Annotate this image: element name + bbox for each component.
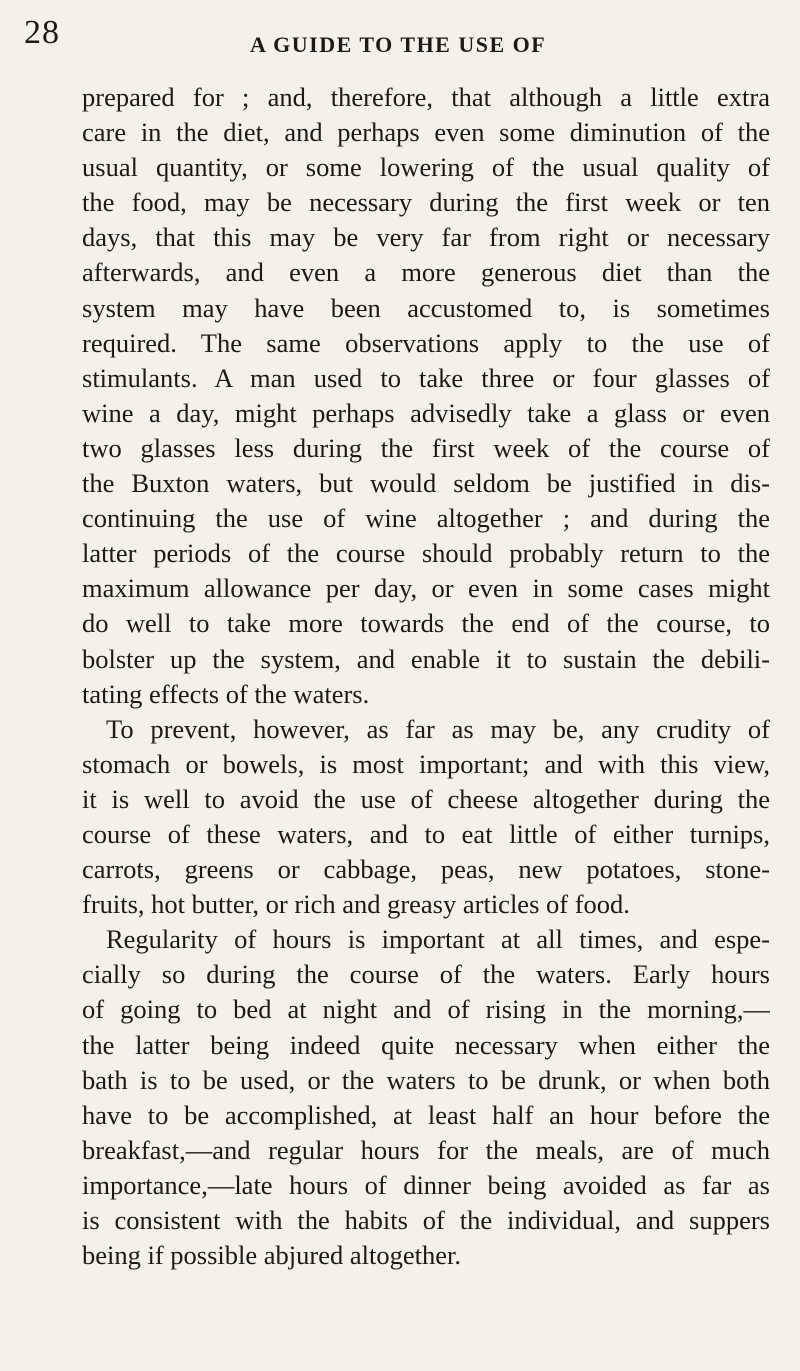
text-line: two glasses less during the first week of the course of bbox=[82, 432, 770, 463]
text-line: tating effects of the waters. bbox=[82, 678, 370, 709]
text-line: wine a day, might perhaps advisedly take a glass or even bbox=[82, 397, 770, 428]
running-head: A GUIDE TO THE USE OF bbox=[250, 32, 547, 57]
paragraph bbox=[82, 80, 770, 712]
text-line: latter periods of the course should probably return to the bbox=[82, 538, 770, 569]
text-line: do well to take more towards the end of the course, to bbox=[82, 608, 770, 639]
text-line: stomach or bowels, is most important; and with this view, bbox=[82, 748, 770, 779]
text-line: cially so during the course of the waters. Early hours bbox=[82, 959, 770, 990]
paragraph bbox=[82, 712, 770, 923]
text-line: afterwards, and even a more generous diet than the bbox=[82, 257, 770, 288]
text-line: To prevent, however, as far as may be, any crudity of bbox=[106, 713, 770, 744]
text-line: bolster up the system, and enable it to sustain the debili- bbox=[82, 643, 770, 674]
body-text bbox=[82, 80, 770, 1273]
text-line: bath is to be used, or the waters to be drunk, or when both bbox=[82, 1064, 770, 1095]
paragraph bbox=[82, 922, 770, 1273]
text-line: required. The same observations apply to the use of bbox=[82, 327, 770, 358]
text-line: course of these waters, and to eat little of either turnips, bbox=[82, 818, 770, 849]
text-line: it is well to avoid the use of cheese altogether during the bbox=[82, 783, 770, 814]
text-line: breakfast,—and regular hours for the meals, are of much bbox=[82, 1134, 770, 1165]
text-line: days, that this may be very far from right or necessary bbox=[82, 222, 770, 253]
text-line: the Buxton waters, but would seldom be justified in dis- bbox=[82, 468, 770, 499]
text-line: Regularity of hours is important at all times, and espe- bbox=[106, 924, 770, 955]
text-line: care in the diet, and perhaps even some diminution of the bbox=[82, 117, 770, 148]
text-line: fruits, hot butter, or rich and greasy articles of food. bbox=[82, 889, 630, 920]
page-number: 28 bbox=[24, 14, 60, 51]
text-line: stimulants. A man used to take three or four glasses of bbox=[82, 362, 770, 393]
text-line: the food, may be necessary during the first week or ten bbox=[82, 187, 770, 218]
text-line: importance,—late hours of dinner being avoided as far as bbox=[82, 1169, 770, 1200]
text-line: is consistent with the habits of the individual, and suppers bbox=[82, 1205, 770, 1235]
text-line: system may have been accustomed to, is sometimes bbox=[82, 292, 770, 323]
text-line: maximum allowance per day, or even in some cases might bbox=[82, 573, 770, 604]
text-line: of going to bed at night and of rising in the morning,— bbox=[82, 994, 770, 1025]
text-line: carrots, greens or cabbage, peas, new potatoes, stone- bbox=[82, 854, 770, 885]
text-line: being if possible abjured altogether. bbox=[82, 1240, 461, 1271]
text-line: usual quantity, or some lowering of the usual quality of bbox=[82, 152, 770, 183]
text-line: prepared for ; and, therefore, that although a little extra bbox=[82, 82, 770, 112]
text-line: have to be accomplished, at least half an hour before the bbox=[82, 1099, 770, 1130]
text-line: the latter being indeed quite necessary when either the bbox=[82, 1029, 770, 1060]
text-line: continuing the use of wine altogether ; and during the bbox=[82, 503, 770, 534]
